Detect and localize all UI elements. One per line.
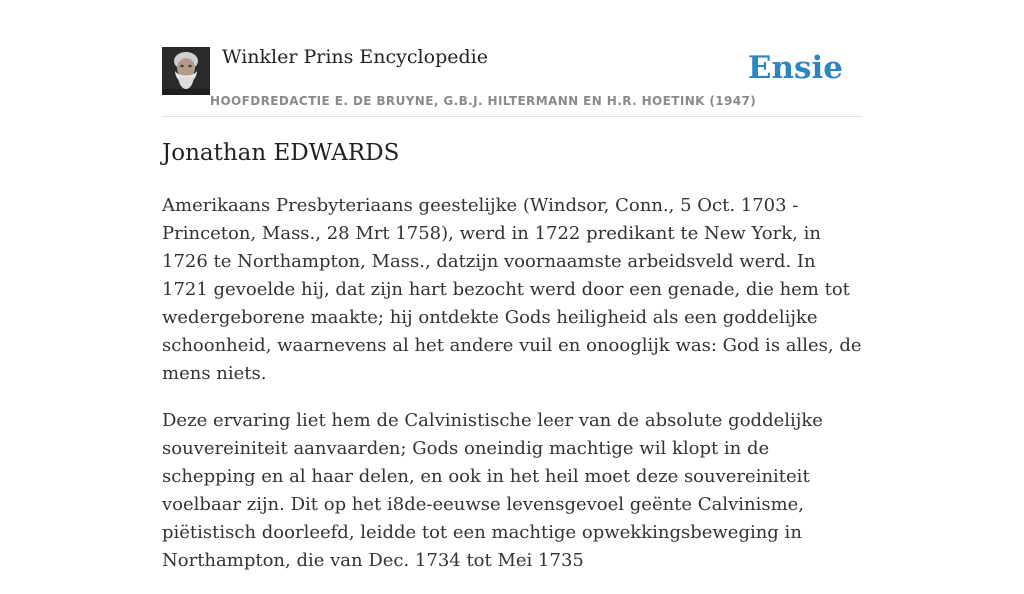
paragraph-2: Deze ervaring liet hem de Calvinistische leer van de absolute goddelijke souvereiniteit aanvaarden; Gods oneindig machtige wil klopt in de schepping en al haar delen, en ook in het heil moet deze souvereiniteit voelbaar zijn. Dit op het i8de-eeuwse levensgevoel geënte Calvinisme, piëtistisch doorleefd, leidde tot een machtige opwekkingsbeweging in Northampton, die van Dec. 1734 tot Mei 1735 — [162, 410, 823, 571]
publication-title[interactable]: Winkler Prins Encyclopedie — [222, 46, 488, 68]
paragraph-1: Amerikaans Presbyteriaans geestelijke (Windsor, Conn., 5 Oct. 1703 - Princeton, Mass., 28 Mrt 1758), werd in 1722 predikant te New York, in 1726 te Northampton, Mass., datzijn voornaamste arbeidsveld werd. In 1721 gevoelde hij, dat zijn hart bezocht werd door een genade, die hem tot wedergeborene maakte; hij ontdekte Gods heiligheid als een goddelijke schoonheid, waarnevens al het andere vuil en onooglijk was: God is alles, de mens niets. — [162, 195, 862, 384]
article-title: Jonathan EDWARDS — [162, 140, 400, 166]
brand-logo[interactable]: Ensie — [747, 50, 843, 86]
site-header — [162, 40, 862, 117]
article-body — [162, 192, 862, 594]
editors-line: HOOFDREDACTIE E. DE BRUYNE, G.B.J. HILTERMANN EN H.R. HOETINK (1947) — [210, 94, 757, 108]
bearded-man-portrait-icon — [162, 47, 210, 95]
avatar[interactable] — [162, 47, 210, 95]
